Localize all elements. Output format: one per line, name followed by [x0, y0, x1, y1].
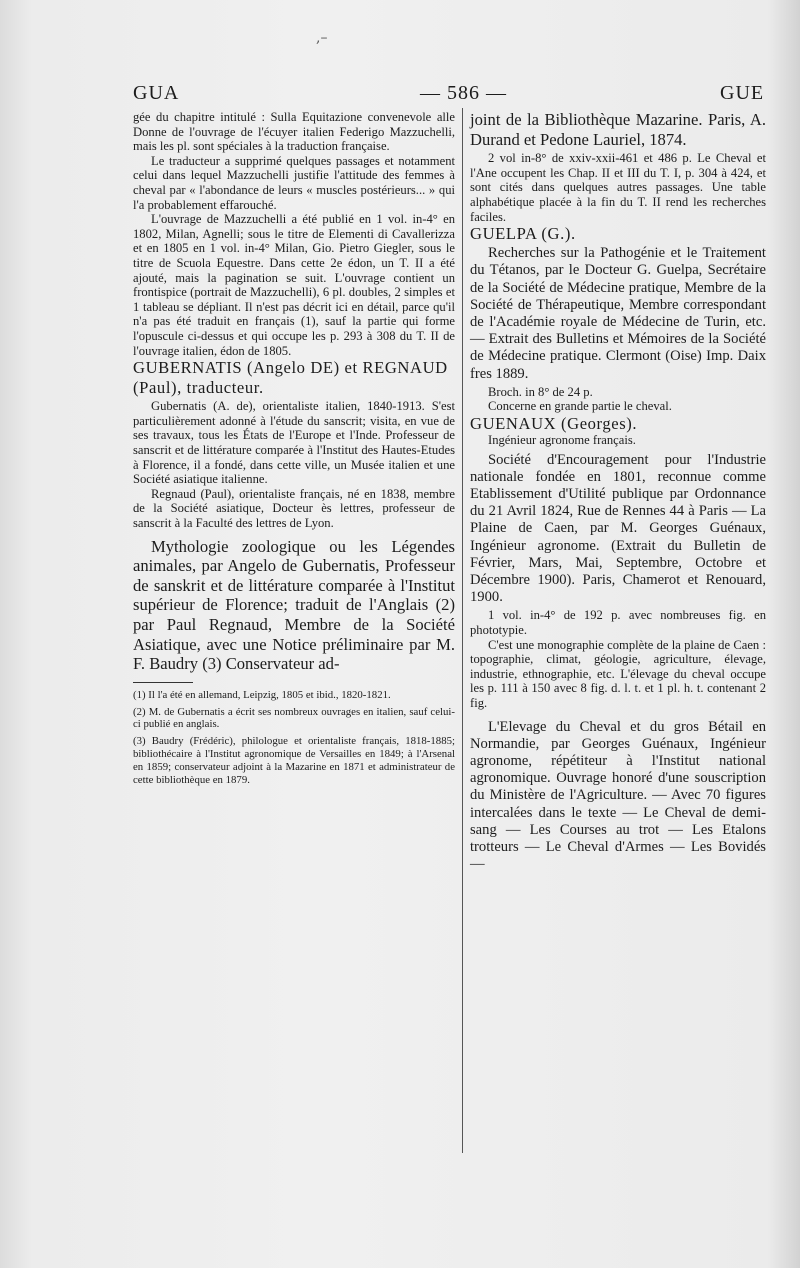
stray-mark: ,–: [316, 30, 328, 46]
footnotes: [133, 689, 455, 787]
entry-continuation: gée du chapitre intitulé : Sulla Equitazione convenevole alle Donne de l'ouvrage de l'écuyer italien Federigo Mazzuchelli, mais les pl. sont spéciales à la traduction française.: [133, 110, 455, 154]
author-bio: Gubernatis (A. de), orientaliste italien, 1840-1913. S'est particulièrement adonné à l'étude du sanscrit; visita, en vue de ses travaux, tous les États de l'Europe et l'Inde. Professeur de sanscrit et de littérature comparée à l'Institut des Hautes-Etudes à Florence, il a fondé, dans cette ville, un Musée italien et une Société asiatique italienne.: [133, 399, 455, 487]
running-head-left: GUA: [133, 82, 180, 104]
book-title-continuation: joint de la Bibliothèque Mazarine. Paris, A. Durand et Pedone Lauriel, 1874.: [470, 110, 766, 149]
book-description: Concerne en grande partie le cheval.: [488, 399, 672, 414]
book-title: Mythologie zoologique ou les Légendes animales, par Angelo de Gubernatis, Professeur de sanskrit et de littérature comparée à l'Institut supérieur de Florence; traduit de l'Anglais (2) par Paul Regnaud, Membre de la Société Asiatique, avec une Notice préliminaire par M. F. Baudry (3) Conservateur ad-: [133, 536, 455, 674]
author-heading: GUELPA (G.).: [470, 224, 576, 244]
left-column: [133, 110, 455, 790]
footnote-rule: [133, 682, 193, 683]
author-bio: Ingénieur agronome français.: [488, 432, 636, 447]
book-title: Recherches sur la Pathogénie et le Traitement du Tétanos, par le Docteur G. Guelpa, Secrétaire de la Société de Médecine pratique, Membre de la Société de Thérapeutique, Membre correspondant de l'Académie royale de Médecine de Turin, etc. — Extrait des Bulletins et Mémoires de la Société de Médecine pratique. Clermont (Oise) Imp. Daix fres 1889.: [470, 245, 766, 382]
paragraph: L'ouvrage de Mazzuchelli a été publié en 1 vol. in-4° en 1802, Milan, Agnelli; sous le titre de Elementi di Cavallerizza et en 1805 en 1 vol. in-4° Milan, Gio. Pietro Giegler, sous le titre de Scuola Equestre. Dans cette 2e édon, un T. II a été ajouté, mais la pagination se suit. L'ouvrage contient un frontispice (portrait de Mazzuchelli), 6 pl. doubles, 2 simples et 1 tableau se dépliant. Il n'est pas décrit ici en détail, parce qu'il n'a pas été traduit en français (1), sauf la partie qui forme l'opuscule ci-dessus et qui occupe les p. 293 à 308 du T. II de l'ouvrage italien, édon de 1805.: [133, 212, 455, 358]
author-heading: GUENAUX (Georges).: [470, 413, 638, 433]
column-rule: [462, 108, 463, 1153]
book-title: L'Elevage du Cheval et du gros Bétail en Normandie, par Georges Guénaux, Ingénieur agronome, répétiteur à l'Institut national agronomique. Ouvrage honoré d'une souscription du Ministère de l'Agriculture. — Avec 70 figures intercalées dans le texte — Le Cheval de demi-sang — Les Courses au trot — Les Etalons trotteurs — Le Cheval d'Armes — Les Bovidés —: [470, 718, 766, 873]
author-heading: GUBERNATIS (Angelo DE) et REGNAUD (Paul), traducteur.: [133, 358, 448, 397]
footnote: (2) M. de Gubernatis a écrit ses nombreux ouvrages en italien, sauf celui-ci publié en anglais.: [133, 705, 455, 731]
author-bio: Regnaud (Paul), orientaliste français, né en 1838, membre de la Société asiatique, Docteur ès lettres, professeur de sanscrit à la Faculté des lettres de Lyon.: [133, 486, 455, 531]
running-head-right: GUE: [720, 82, 765, 104]
book-description: Broch. in 8° de 24 p.: [488, 384, 593, 399]
book-description: C'est une monographie complète de la plaine de Caen : topographie, climat, géologie, agriculture, élevage, industrie, ethnographie, etc. L'élevage du cheval occupe les p. 111 à 150 avec 8 fig. d. l. t. et 1 pl. h. t. contenant 2 fig.: [470, 637, 766, 710]
footnote: (1) Il l'a été en allemand, Leipzig, 1805 et ibid., 1820-1821.: [133, 688, 391, 701]
paragraph: Le traducteur a supprimé quelques passages et notamment celui dans lequel Mazzuchelli justifie l'attitude des femmes à cheval par « l'abondance de leurs « muscles postérieurs... » qui l'a probablement effarouché.: [133, 153, 455, 212]
book-title: Société d'Encouragement pour l'Industrie nationale fondée en 1801, reconnue comme Etablissement d'Utilité publique par Ordonnance du 21 Avril 1824, Rue de Rennes 44 à Paris — La Plaine de Caen, par M. Georges Guénaux, Ingénieur agronome. (Extrait du Bulletin de Février, Mars, Mai, Septembre, Octobre et Décembre 1900). Paris, Chamerot et Renouard, 1900.: [470, 451, 766, 606]
book-description: 2 vol in-8° de xxiv-xxii-461 et 486 p. Le Cheval et l'Ane occupent les Chap. II et III du T. I, p. 304 à 424, et sont cités dans quelques autres passages. Une table alphabétique placée à la fin du T. II rend les recherches faciles.: [470, 151, 766, 224]
right-column: [470, 110, 766, 873]
footnote: (3) Baudry (Frédéric), philologue et orientaliste français, 1818-1885; bibliothécaire à l'Institut agronomique de Versailles en 1849; à l'Arsenal en 1859; conservateur adjoint à la Mazarine en 1871 et administrateur de cette bibliothèque en 1879.: [133, 735, 455, 786]
page-number: — 586 —: [420, 82, 507, 104]
book-description: 1 vol. in-4° de 192 p. avec nombreuses fig. en phototypie.: [470, 608, 766, 637]
